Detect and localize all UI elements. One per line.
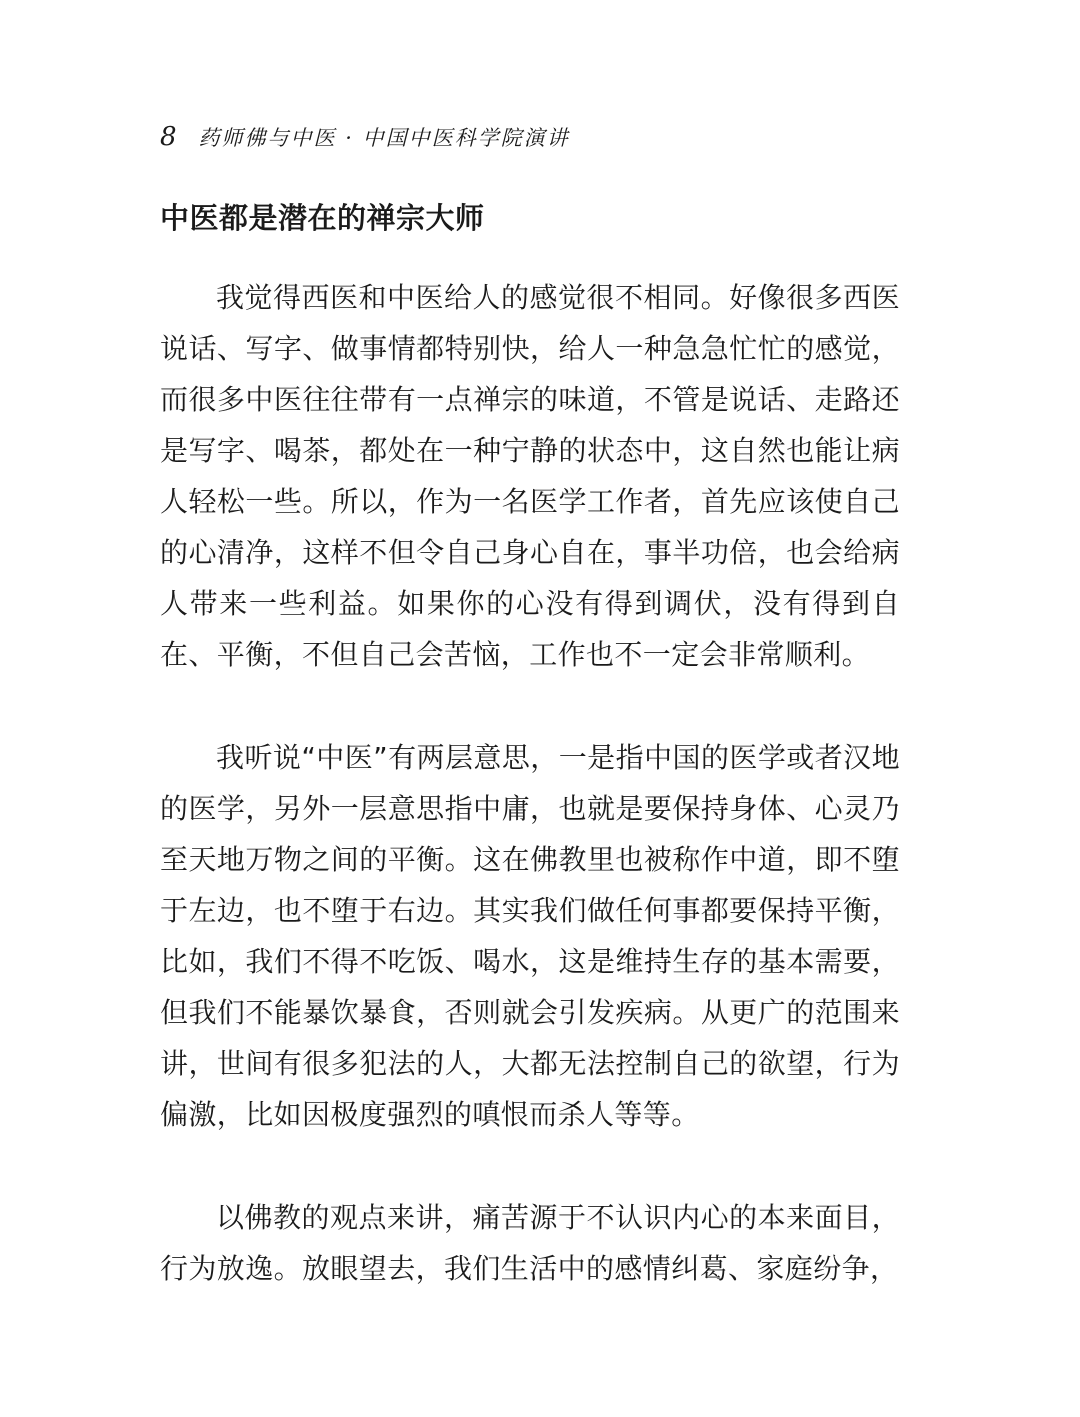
paragraph-2: 我听说“中医”有两层意思，一是指中国的医学或者汉地的医学，另外一层意思指中庸，也就是要保持身体、心灵乃至天地万物之间的平衡。这在佛教里也被称作中道，即不堕于左边，也不堕于右边。其实我们做任何事都要保持平衡，比如，我们不得不吃饭、喝水，这是维持生存的基本需要，但我们不能暴饮暴食，否则就会引发疾病。从更广的范围来讲，世间有很多犯法的人，大都无法控制自己的欲望，行为偏激，比如因极度强烈的嗔恨而杀人等等。 xyxy=(160,741,900,1131)
page-number: 8 xyxy=(160,122,177,152)
page-header xyxy=(160,122,570,156)
section-title: 中医都是潜在的禅宗大师 xyxy=(160,201,485,235)
running-title: 药师佛与中医 · 中国中医科学院演讲 xyxy=(198,126,570,150)
paragraph-1: 我觉得西医和中医给人的感觉很不相同。好像很多西医说话、写字、做事情都特别快，给人一种急急忙忙的感觉，而很多中医往往带有一点禅宗的味道，不管是说话、走路还是写字、喝茶，都处在一种宁静的状态中，这自然也能让病人轻松一些。所以，作为一名医学工作者，首先应该使自己的心清净，这样不但令自己身心自在，事半功倍，也会给病人带来一些利益。如果你的心没有得到调伏，没有得到自在、平衡，不但自己会苦恼，工作也不一定会非常顺利。 xyxy=(160,281,900,671)
paragraph-3: 以佛教的观点来讲，痛苦源于不认识内心的本来面目，行为放逸。放眼望去，我们生活中的感情纠葛、家庭纷争， xyxy=(160,1201,900,1285)
body-text xyxy=(160,272,900,1346)
